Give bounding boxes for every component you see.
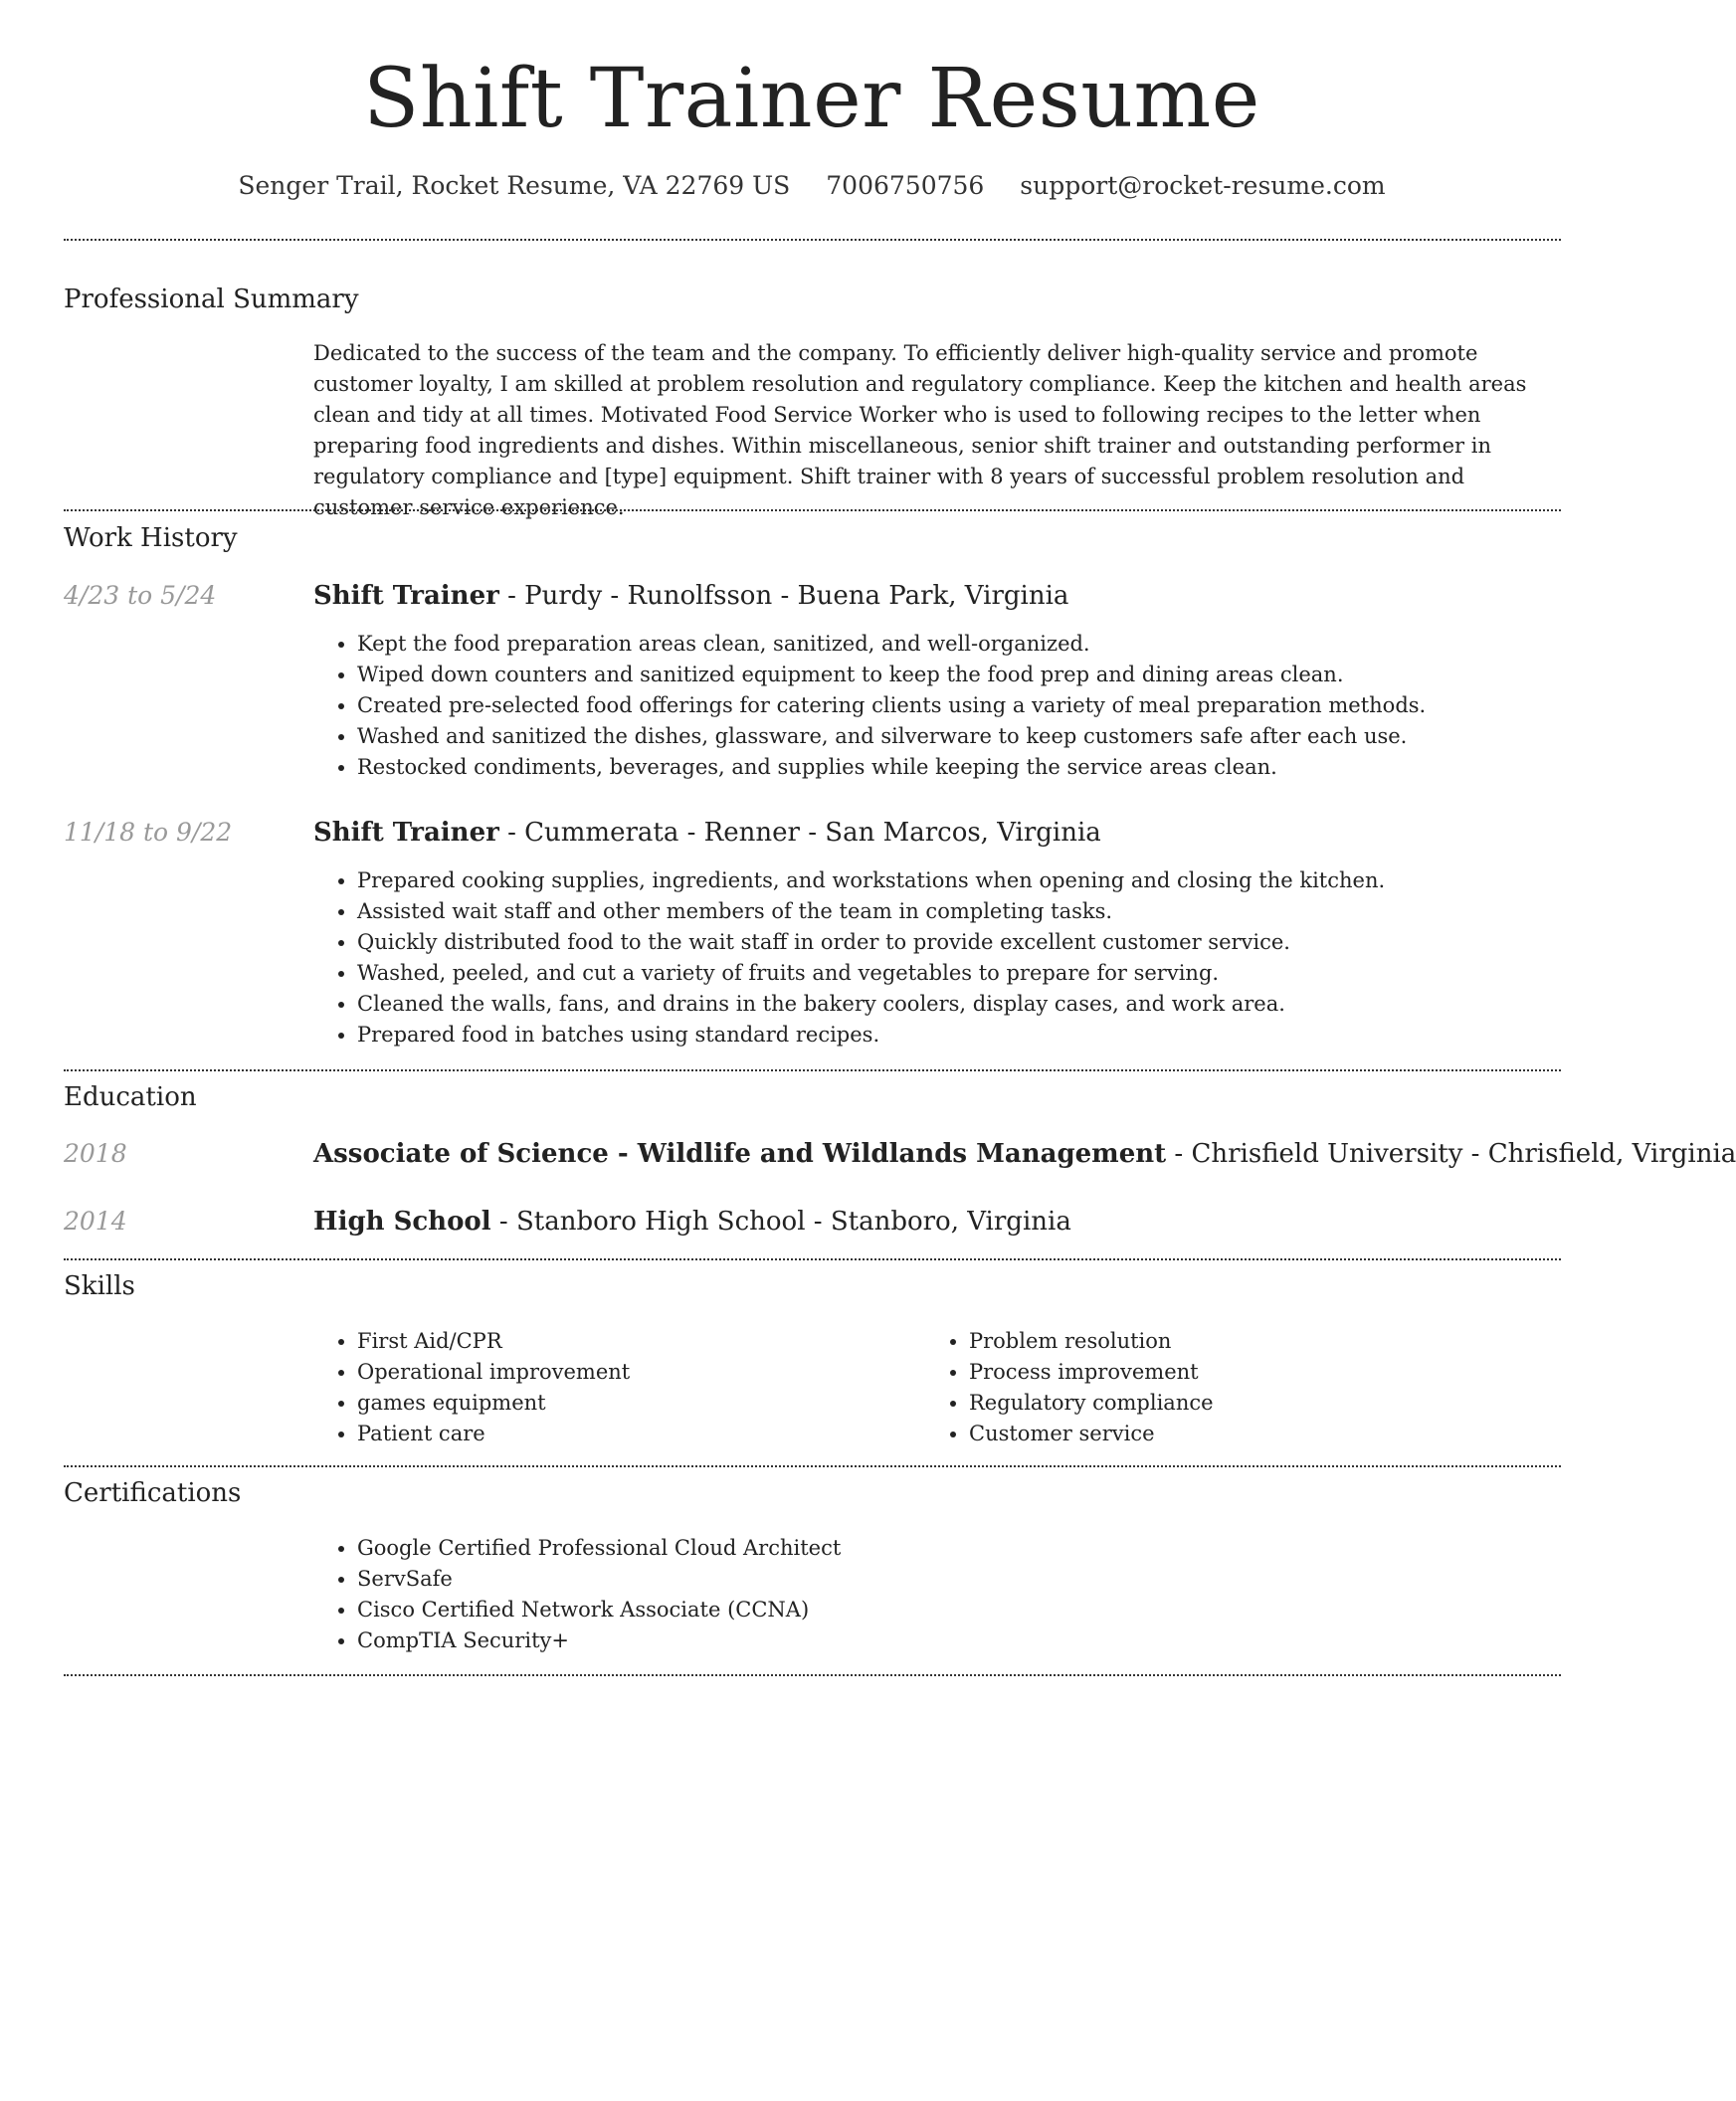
list-item: • Cisco Certified Network Associate (CCNA) (357, 1595, 841, 1625)
resume-title: Shift Trainer Resume (363, 52, 1260, 146)
section-divider (64, 509, 1561, 511)
job-bullets (313, 629, 1426, 783)
education-degree: Associate of Science - Wildlife and Wildlands Management (313, 1139, 1167, 1169)
contact-address: Senger Trail, Rocket Resume, VA 22769 US (238, 171, 791, 200)
list-item: • Wiped down counters and sanitized equipment to keep the food prep and dining areas clean. (357, 660, 1426, 690)
list-item: • Patient care (357, 1419, 630, 1449)
section-divider (64, 1465, 1561, 1467)
skills-list-left (313, 1326, 630, 1449)
education-year: 2018 (64, 1139, 127, 1168)
education-school: - Chrisfield University - Chrisfield, Virginia (1166, 1139, 1736, 1169)
summary-heading: Professional Summary (64, 285, 359, 314)
skills-list-right (925, 1326, 1214, 1449)
list-item: • Kept the food preparation areas clean, sanitized, and well-organized. (357, 629, 1426, 660)
education-degree: High School (313, 1207, 491, 1237)
job-dates: 4/23 to 5/24 (64, 581, 217, 610)
list-item: • Prepared food in batches using standard recipes. (357, 1020, 1385, 1050)
section-divider (64, 1069, 1561, 1071)
education-school: - Stanboro High School - Stanboro, Virginia (490, 1207, 1071, 1237)
job-title (313, 579, 1068, 613)
job-title (313, 816, 1101, 850)
list-item: • First Aid/CPR (357, 1326, 630, 1357)
list-item: • Quickly distributed food to the wait staff in order to provide excellent customer service. (357, 927, 1385, 958)
contact-phone: 7006750756 (826, 171, 985, 200)
list-item: • Problem resolution (969, 1326, 1214, 1357)
job-employer: - Cummerata - Renner - San Marcos, Virginia (498, 818, 1101, 848)
job-dates: 11/18 to 9/22 (64, 818, 233, 847)
work-history-heading: Work History (64, 523, 238, 553)
list-item: • CompTIA Security+ (357, 1625, 841, 1656)
job-employer: - Purdy - Runolfsson - Buena Park, Virginia (498, 581, 1069, 611)
list-item: • Prepared cooking supplies, ingredients, and workstations when opening and closing the kitchen. (357, 865, 1385, 896)
certifications-heading: Certifications (64, 1478, 242, 1508)
section-divider (64, 239, 1561, 241)
contact-email: support@rocket-resume.com (1020, 171, 1386, 200)
summary-text: Dedicated to the success of the team and the company. To efficiently deliver high-quality service and promote customer loyalty, I am skilled at problem resolution and regulatory compliance. Keep the kitchen and health areas clean and tidy at all times. Motivated Food Service Worker who is used to following recipes to the letter when preparing food ingredients and dishes. Within miscellaneous, senior shift trainer and outstanding performer in regulatory compliance and [type] equipment. Shift trainer with 8 years of successful problem resolution and customer service experience. (313, 341, 1527, 519)
job-bullets (313, 865, 1385, 1050)
contact-line (0, 169, 1624, 203)
list-item: • Regulatory compliance (969, 1388, 1214, 1419)
job-position: Shift Trainer (313, 818, 499, 848)
list-item: • ServSafe (357, 1564, 841, 1595)
education-year: 2014 (64, 1207, 127, 1236)
list-item: • Washed, peeled, and cut a variety of fruits and vegetables to prepare for serving. (357, 958, 1385, 989)
job-position: Shift Trainer (313, 581, 499, 611)
list-item: • Google Certified Professional Cloud Architect (357, 1533, 841, 1564)
skills-heading: Skills (64, 1271, 135, 1301)
education-heading: Education (64, 1082, 197, 1112)
list-item: • Process improvement (969, 1357, 1214, 1388)
section-divider (64, 1674, 1561, 1676)
list-item: • Restocked condiments, beverages, and supplies while keeping the service areas clean. (357, 752, 1426, 783)
list-item: • Customer service (969, 1419, 1214, 1449)
education-entry (313, 1137, 1736, 1171)
education-entry (313, 1205, 1071, 1239)
list-item: • Operational improvement (357, 1357, 630, 1388)
list-item: • games equipment (357, 1388, 630, 1419)
certifications-list (313, 1533, 841, 1656)
list-item: • Created pre-selected food offerings for catering clients using a variety of meal preparation methods. (357, 690, 1426, 721)
list-item: • Washed and sanitized the dishes, glassware, and silverware to keep customers safe after each use. (357, 721, 1426, 752)
section-divider (64, 1258, 1561, 1260)
list-item: • Cleaned the walls, fans, and drains in the bakery coolers, display cases, and work area. (357, 989, 1385, 1020)
list-item: • Assisted wait staff and other members of the team in completing tasks. (357, 896, 1385, 927)
